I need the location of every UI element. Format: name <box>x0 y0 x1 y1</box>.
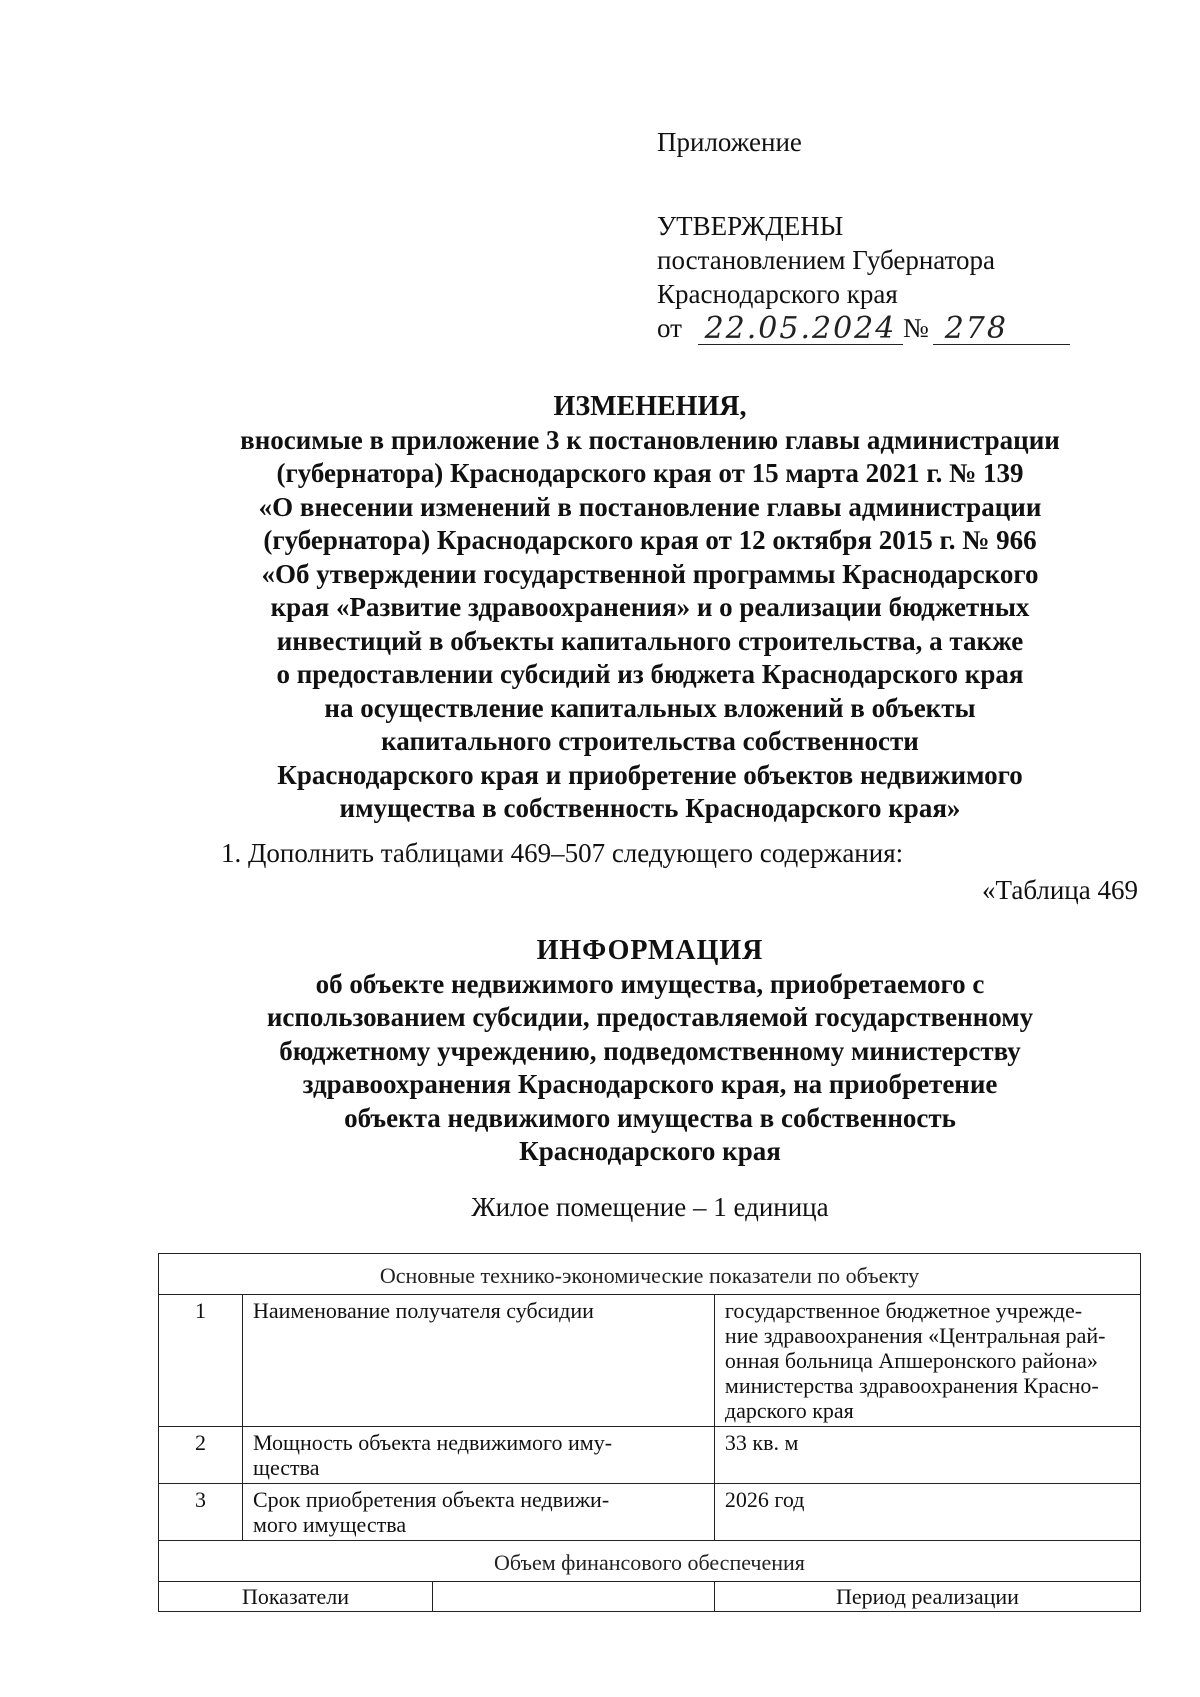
footer-indicators-cell: Показатели <box>159 1582 433 1612</box>
info-line: об объекте недвижимого имущества, приобретаемого с <box>315 968 985 999</box>
row-value-line: 33 кв. м <box>724 1430 799 1455</box>
info-heading: ИНФОРМАЦИЯ <box>536 935 764 966</box>
table-section-row <box>159 1541 1141 1582</box>
section-title-indicators: Основные технико-экономические показатели по объекту <box>159 1254 1141 1295</box>
approval-number: 278 <box>933 314 1070 345</box>
footer-period-cell: Период реализации <box>714 1582 1140 1612</box>
info-line: Краснодарского края <box>519 1136 781 1166</box>
table-section-row <box>159 1254 1141 1295</box>
changes-line: края «Развитие здравоохранения» и о реализации бюджетных <box>270 592 1030 622</box>
changes-line: на осуществление капитальных вложений в объекты <box>324 692 976 723</box>
row-value-line: 2026 год <box>724 1487 805 1512</box>
row-value-line: ние здравоохранения «Центральная рай- <box>724 1323 1106 1348</box>
changes-line: инвестиций в объекты капитального строительства, а также <box>276 625 1024 656</box>
changes-line: «О внесении изменений в постановление главы администрации <box>258 491 1042 522</box>
row-name-line: Мощность объекта недвижимого иму- <box>253 1430 613 1455</box>
info-title-block <box>150 934 1150 1169</box>
changes-line: (губернатора) Краснодарского края от 15 марта 2021 г. № 139 <box>276 458 1024 488</box>
row-name-line: щества <box>253 1455 320 1480</box>
section-title-financing: Объем финансового обеспечения <box>159 1541 1141 1582</box>
row-name <box>243 1427 715 1484</box>
appendix-label: Приложение <box>657 127 802 157</box>
approval-date-row <box>657 311 1070 345</box>
row-value <box>714 1427 1140 1484</box>
table-row <box>159 1427 1141 1484</box>
table-footer-row <box>159 1582 1141 1612</box>
indicators-table <box>158 1253 1141 1612</box>
changes-line: капитального строительства собственности <box>381 726 919 756</box>
row-name <box>243 1484 715 1541</box>
row-value <box>714 1295 1140 1427</box>
changes-line: вносимые в приложение 3 к постановлению главы администрации <box>240 424 1060 455</box>
changes-line: «Об утверждении государственной программы Краснодарского <box>261 558 1039 589</box>
changes-line: (губернатора) Краснодарского края от 12 октября 2015 г. № 966 <box>263 525 1037 555</box>
info-line: здравоохранения Краснодарского края, на приобретение <box>302 1069 998 1099</box>
table-row <box>159 1295 1141 1427</box>
row-number: 2 <box>159 1427 243 1484</box>
row-value-line: дарского края <box>724 1398 854 1423</box>
row-value <box>714 1484 1140 1541</box>
paragraph-1: 1. Дополнить таблицами 469–507 следующего содержания: <box>221 838 904 868</box>
table-row <box>159 1484 1141 1541</box>
info-line: объекта недвижимого имущества в собственность <box>344 1102 956 1133</box>
changes-line: имущества в собственность Краснодарского края» <box>339 793 961 823</box>
table-reference: «Таблица 469 <box>982 875 1138 905</box>
changes-heading: ИЗМЕНЕНИЯ, <box>553 391 747 422</box>
row-value-line: онная больница Апшеронского района» <box>724 1348 1098 1373</box>
info-line: бюджетному учреждению, подведомственному министерству <box>279 1035 1021 1066</box>
approved-by-line-2: Краснодарского края <box>657 279 898 309</box>
approved-by-line-1: постановлением Губернатора <box>657 245 995 275</box>
row-name-line: Срок приобретения объекта недвижи- <box>253 1487 610 1512</box>
changes-line: Краснодарского края и приобретение объектов недвижимого <box>277 759 1023 790</box>
object-title: Жилое помещение – 1 единица <box>471 1192 829 1222</box>
row-name-line: Наименование получателя субсидии <box>253 1298 594 1323</box>
row-value-line: государственное бюджетное учрежде- <box>724 1298 1083 1323</box>
approved-label: УТВЕРЖДЕНЫ <box>657 211 844 241</box>
footer-empty-cell <box>432 1582 714 1612</box>
approval-stamp <box>657 125 1070 345</box>
info-line: использованием субсидии, предоставляемой государственному <box>266 1002 1034 1032</box>
row-number: 1 <box>159 1295 243 1427</box>
row-value-line: министерства здравоохранения Красно- <box>724 1373 1099 1398</box>
date-prefix: от <box>657 313 682 343</box>
number-prefix: № <box>902 313 929 343</box>
row-name-line: мого имущества <box>253 1512 407 1537</box>
approval-date: 22.05.2024 <box>698 314 903 345</box>
row-number: 3 <box>159 1484 243 1541</box>
row-name <box>243 1295 715 1427</box>
changes-line: о предоставлении субсидий из бюджета Краснодарского края <box>276 659 1024 689</box>
changes-title-block <box>150 390 1150 826</box>
